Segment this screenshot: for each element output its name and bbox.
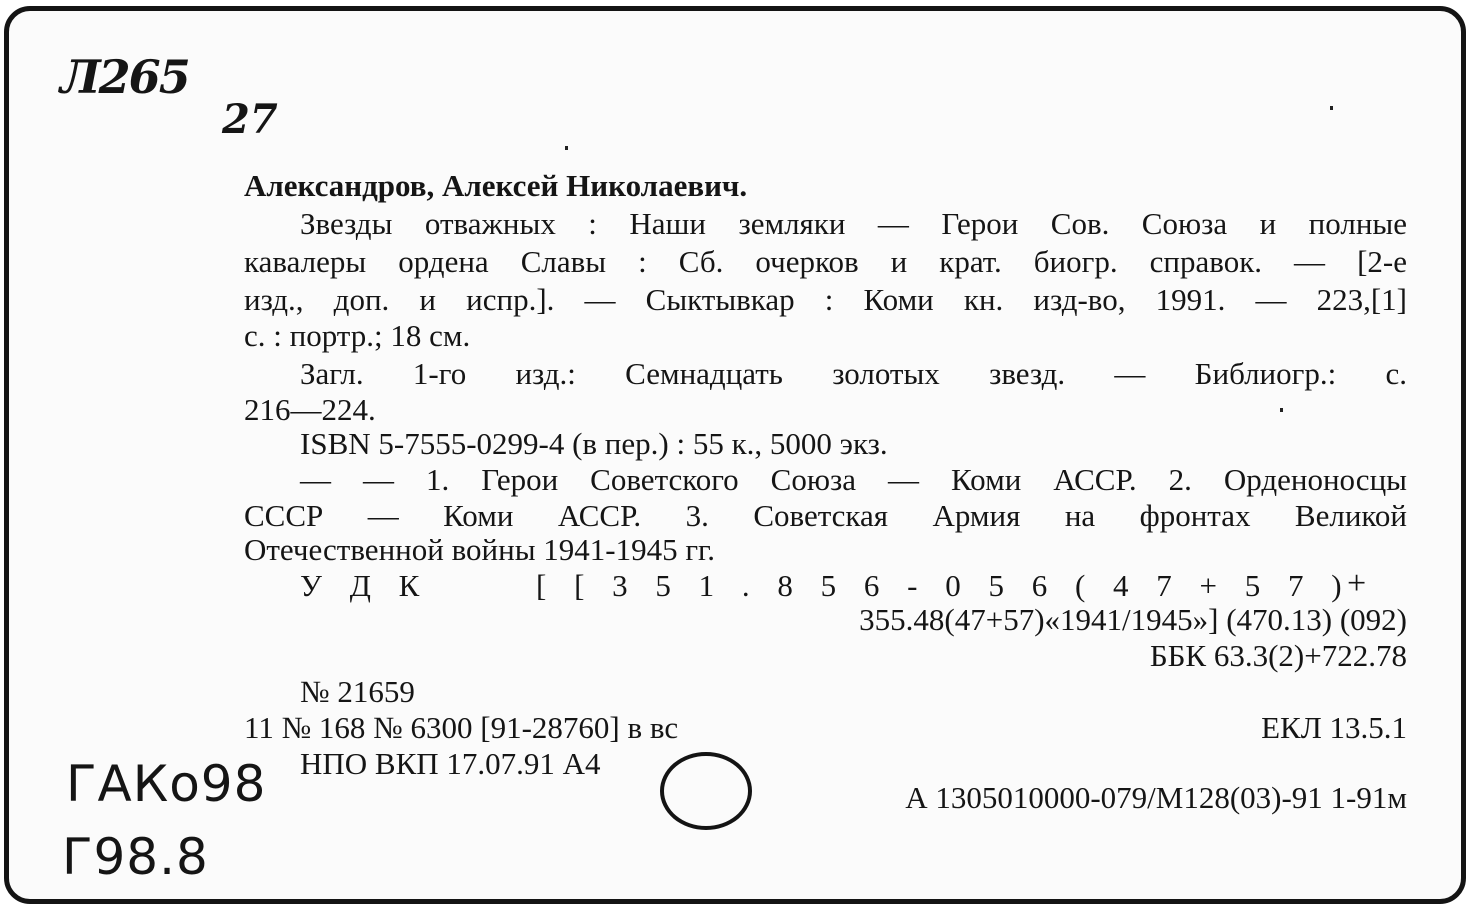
handwritten-shelf-mark-1: ГАКо98	[66, 755, 267, 813]
npo-line: НПО ВКП 17.07.91 А4	[300, 746, 601, 781]
title-line-1: Звезды отважных : Наши земляки — Герои Сов. Союза и полные	[300, 206, 1407, 241]
speck	[1330, 106, 1333, 110]
punch-hole	[660, 752, 752, 830]
author-heading: Александров, Алексей Николаевич.	[244, 168, 748, 203]
udc-line-2: 355.48(47+57)«1941/1945»] (470.13) (092)	[859, 602, 1407, 637]
note-line-1: Загл. 1-го изд.: Семнадцать золотых звезд. — Библиогр.: с.	[300, 356, 1407, 391]
isbn-line: ISBN 5-7555-0299-4 (в пер.) : 55 к., 5000 экз.	[300, 426, 888, 461]
handwritten-shelf-mark-2: Г98.8	[62, 828, 209, 886]
title-line-3: изд., доп. и испр.]. — Сыктывкар : Коми кн. изд-во, 1991. — 223,[1]	[244, 282, 1407, 317]
bbk-classification: ББК 63.3(2)+722.78	[1149, 638, 1407, 673]
udc-line-1: [ [ 3 5 1 . 8 5 6 - 0 5 6 ( 4 7 + 5 7 )	[536, 568, 1352, 603]
speck	[565, 146, 568, 150]
subject-line-1: — — 1. Герои Советского Союза — Коми АССР. 2. Орденоносцы	[300, 462, 1407, 497]
speck	[1280, 408, 1283, 412]
handwritten-call-number-sub: 27	[222, 96, 278, 143]
order-line: 11 № 168 № 6300 [91-28760] в вс	[244, 710, 679, 745]
handwritten-call-number: Л265	[60, 50, 189, 104]
subject-line-2: СССР — Коми АССР. 3. Советская Армия на фронтах Великой	[244, 498, 1407, 533]
title-line-2: кавалеры ордена Славы : Сб. очерков и крат. биогр. справок. — [2-е	[244, 244, 1407, 279]
subject-line-3: Отечественной войны 1941-1945 гг.	[244, 532, 716, 567]
code-line: А 1305010000-079/М128(03)-91 1-91м	[905, 780, 1407, 815]
ekl-code: ЕКЛ 13.5.1	[1261, 710, 1407, 745]
title-line-4: с. : портр.; 18 см.	[244, 318, 471, 353]
udc-plus: +	[1347, 565, 1367, 602]
note-line-2: 216—224.	[244, 392, 376, 427]
record-number: № 21659	[300, 674, 415, 709]
udc-label: У Д К	[300, 568, 430, 603]
